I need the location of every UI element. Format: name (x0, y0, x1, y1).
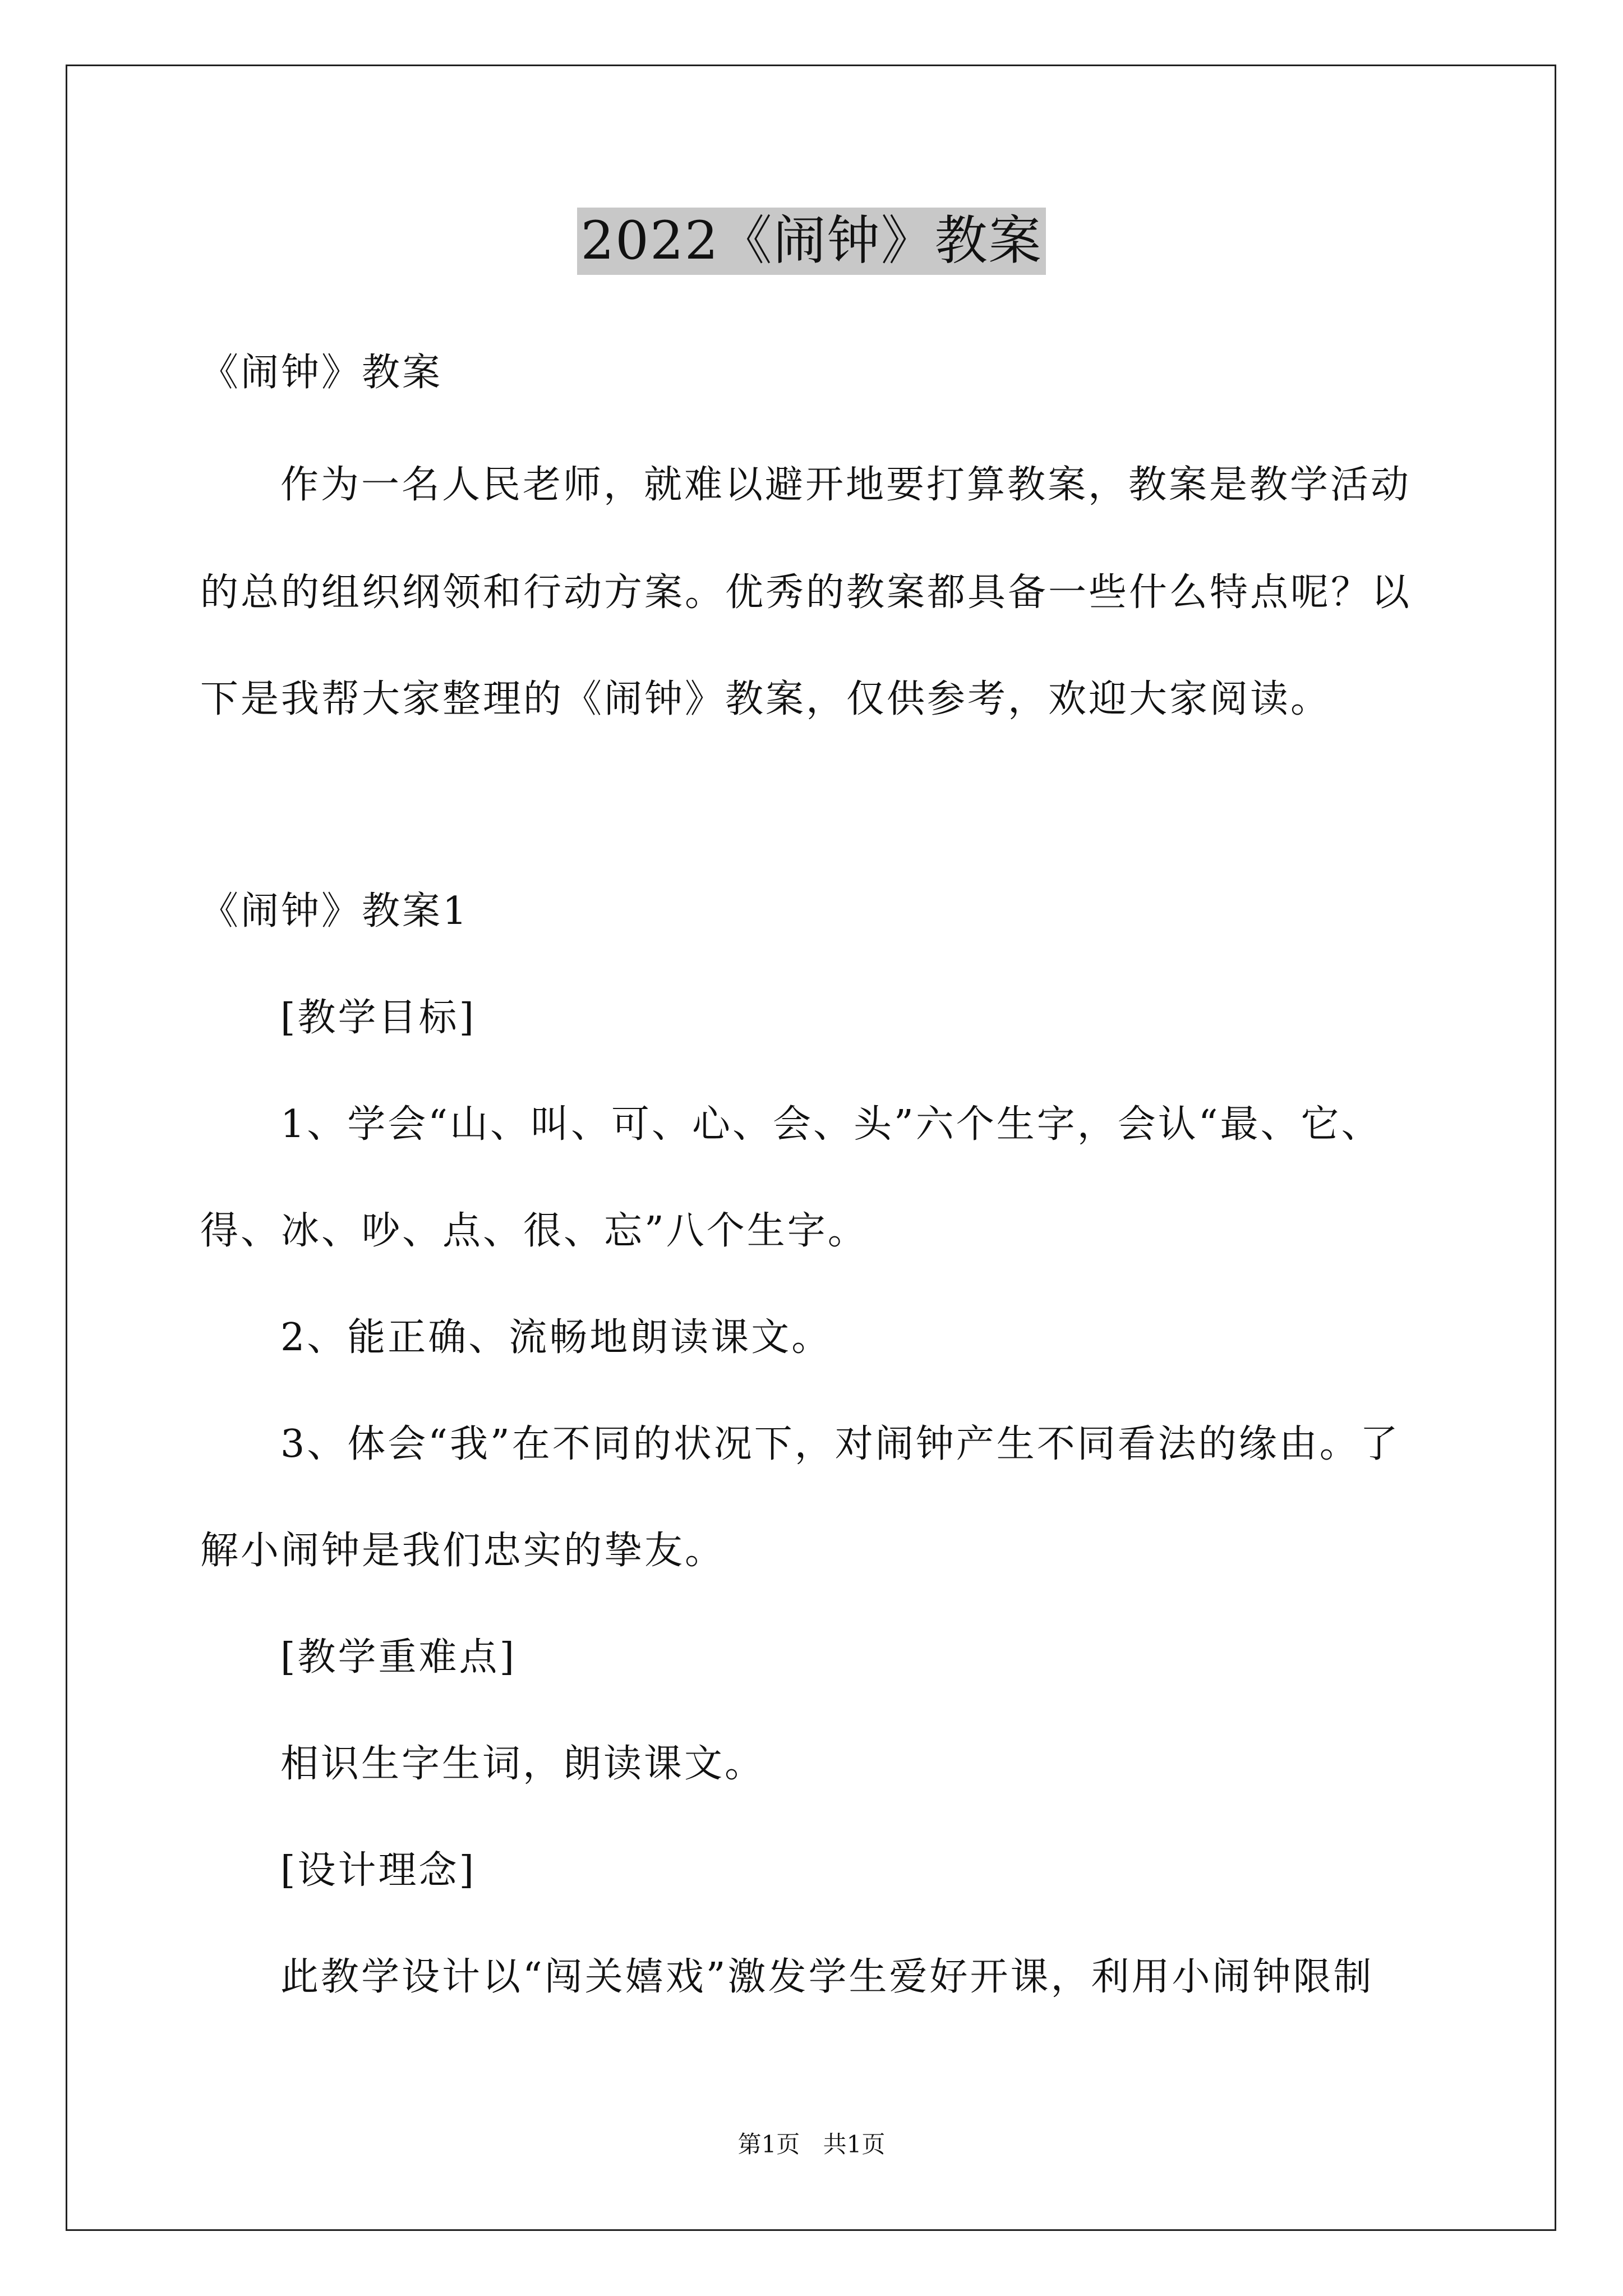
title-area (0, 208, 1623, 275)
paragraph-line: 下是我帮大家整理的《闹钟》教案，仅供参考，欢迎大家阅读。 (200, 677, 1331, 721)
document-title: 2022《闹钟》教案 (577, 208, 1045, 275)
subtitle-line: 《闹钟》教案 (200, 351, 443, 395)
paragraph-line: 3、体会“我”在不同的状况下，对闹钟产生不同看法的缘由。了 (280, 1422, 1400, 1466)
paragraph-line: 此教学设计以“闯关嬉戏”激发学生爱好开课，利用小闹钟限制 (280, 1955, 1374, 1999)
paragraph-line: 作为一名人民老师，就难以避开地要打算教案，教案是教学活动 (280, 463, 1412, 507)
section-label: [教学目标] (280, 996, 477, 1040)
section-label: [设计理念] (280, 1848, 477, 1893)
paragraph-line: 相识生字生词，朗读课文。 (280, 1742, 766, 1786)
page-total: 共1页 (823, 2131, 886, 2158)
paragraph-line: 1、学会“山、叫、可、心、会、头”六个生字，会认“最、它、 (280, 1102, 1382, 1147)
page-number: 第1页 (737, 2131, 800, 2158)
section-heading: 《闹钟》教案1 (200, 889, 469, 933)
section-label: [教学重难点] (280, 1635, 517, 1680)
paragraph-line: 的总的组织纲领和行动方案。优秀的教案都具备一些什么特点呢？以 (200, 570, 1412, 615)
paragraph-line: 2、能正确、流畅地朗读课文。 (280, 1315, 832, 1360)
page-footer (0, 2129, 1623, 2160)
paragraph-line: 解小闹钟是我们忠实的挚友。 (200, 1529, 726, 1573)
paragraph-line: 得、冰、吵、点、很、忘”八个生字。 (200, 1209, 868, 1253)
